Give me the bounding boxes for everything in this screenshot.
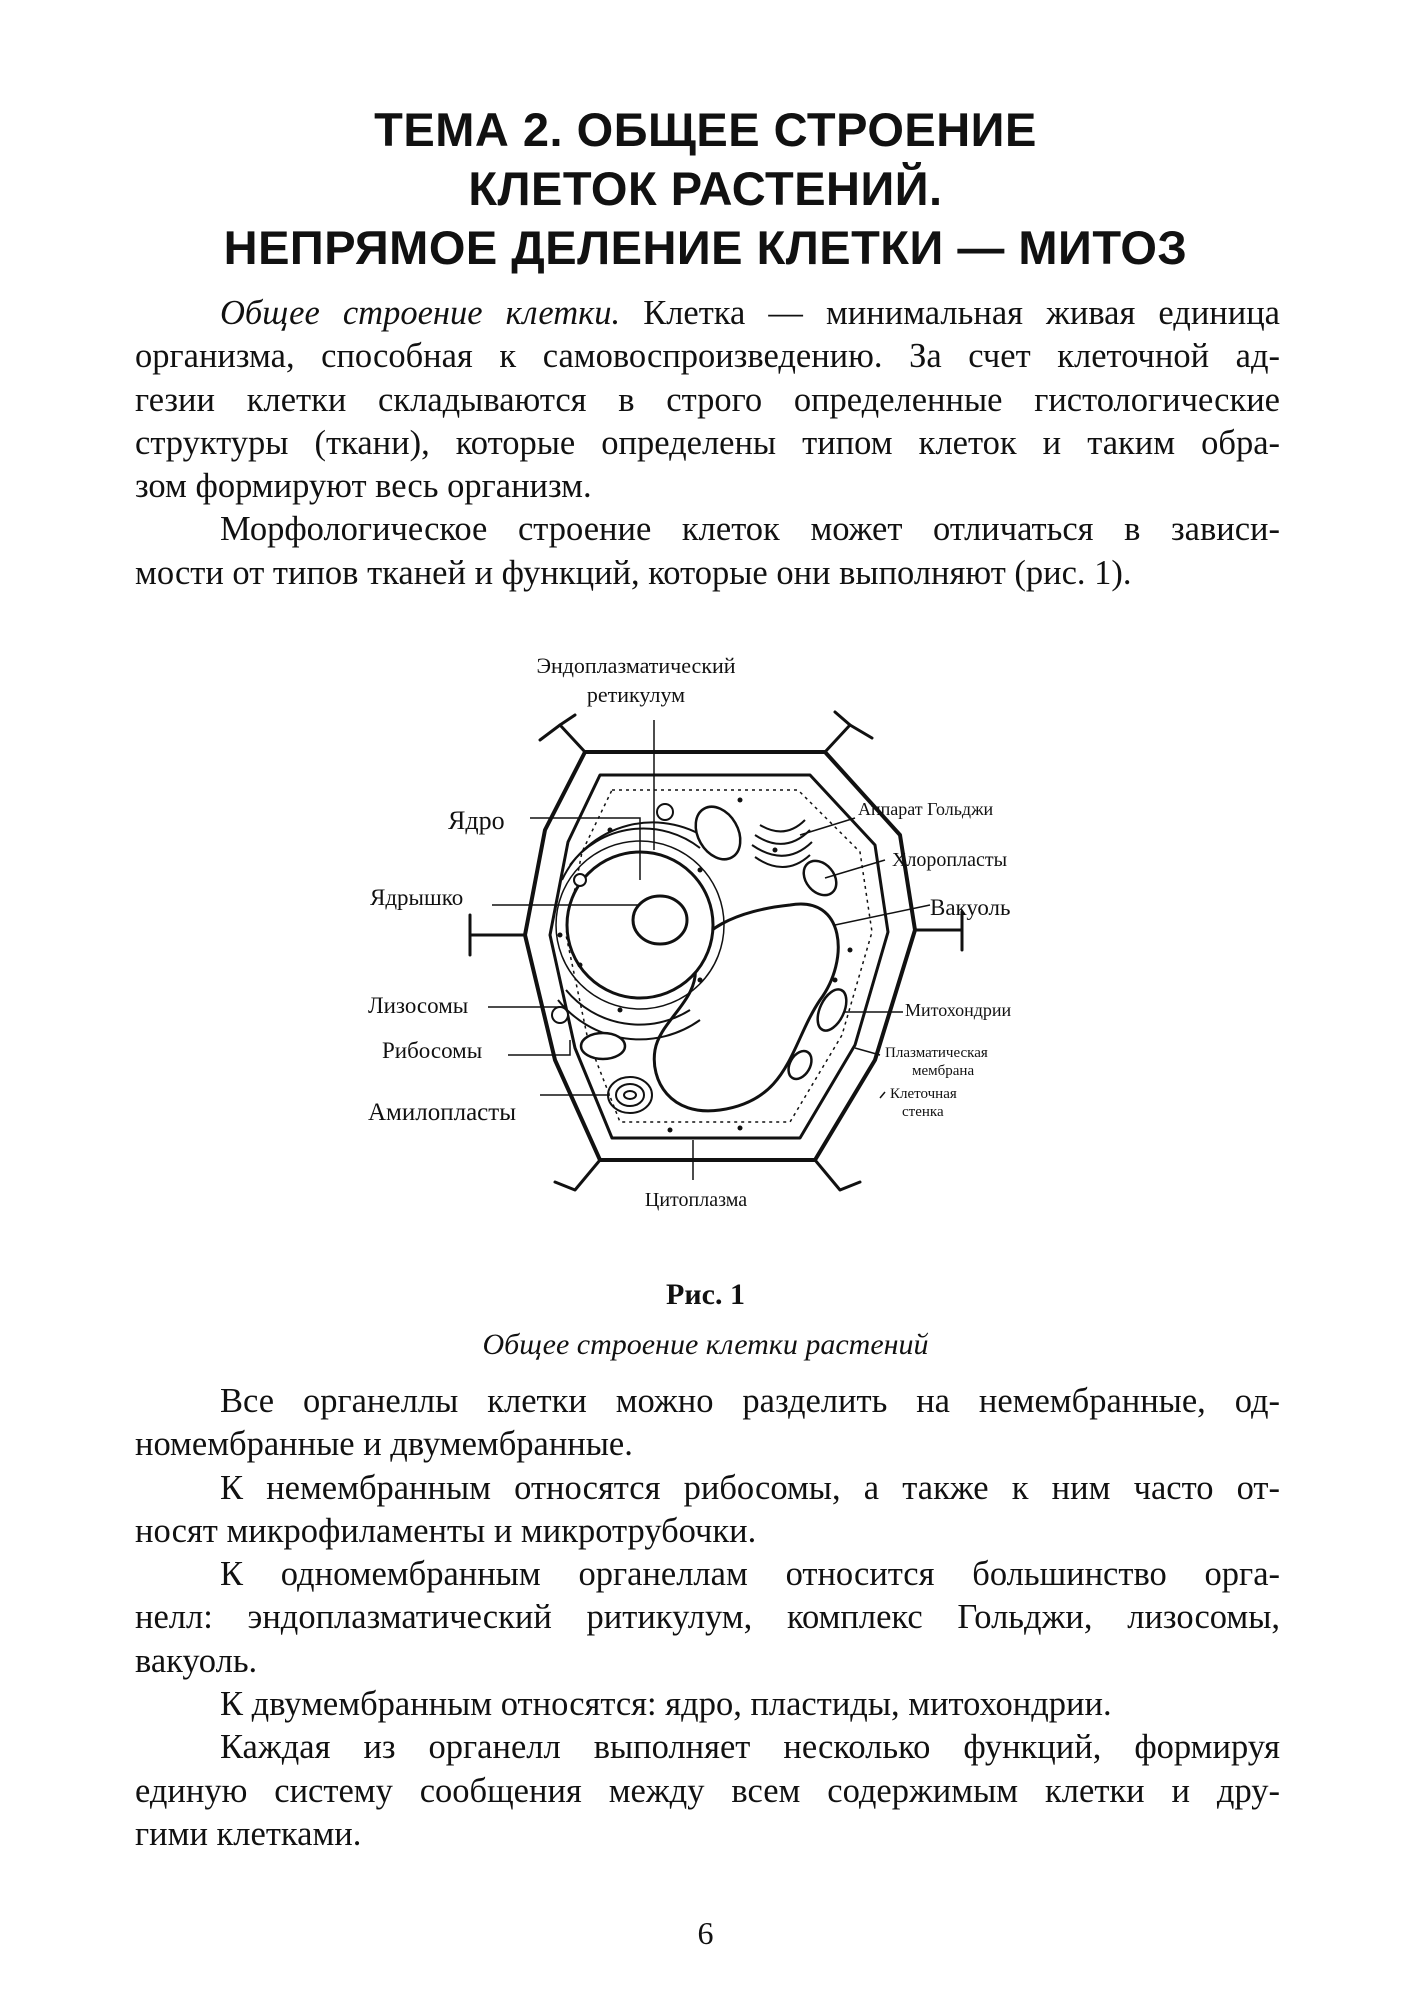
label-nucleolus: Ядрышко (370, 885, 464, 910)
plant-cell-diagram (0, 640, 1411, 1240)
label-cell-wall-line2: стенка (902, 1104, 944, 1120)
label-ribosomes: Рибосомы (382, 1038, 483, 1063)
label-nucleus: Ядро (448, 806, 505, 835)
body-p1-line-2: номембранные и двумембранные. (135, 1425, 633, 1464)
figure-caption-subtitle: Общее строение клетки растений (482, 1328, 929, 1361)
body-p4-line-1: К двумембранным относятся: ядро, пластиды, митохондрии. (220, 1685, 1112, 1724)
intro-line-4: структуры (ткани), которые определены типом клеток и таким обра- (135, 423, 1280, 462)
body-p5-line-1: Каждая из органелл выполняет несколько функций, формируя (220, 1728, 1280, 1767)
body-p3-line-2: нелл: эндоплазматический ритикулум, комплекс Гольджи, лизосомы, (135, 1598, 1280, 1637)
intro-line-2: организма, способная к самовоспроизведению. За счет клеточной ад- (135, 337, 1280, 376)
label-cytoplasm: Цитоплазма (644, 1189, 748, 1211)
intro-p2-line-1: Морфологическое строение клеток может отличаться в зависи- (220, 510, 1280, 549)
golgi-apparatus (752, 820, 812, 867)
title-line-2: КЛЕТОК РАСТЕНИЙ. (468, 162, 943, 215)
page-title (130, 100, 1281, 277)
body-p3-line-3: вакуоль. (135, 1641, 258, 1680)
intro-line-3: гезии клетки складываются в строго определенные гистологические (135, 380, 1280, 419)
label-golgi: Аппарат Гольджи (858, 799, 994, 819)
label-amyloplasts: Амилопласты (368, 1099, 516, 1126)
body-p1-line-1: Все органеллы клетки можно разделить на немембранные, од- (220, 1382, 1280, 1420)
figure-caption-title: Рис. 1 (666, 1278, 745, 1311)
body-text (135, 1380, 1280, 1856)
label-mitochondria: Митохондрии (905, 1000, 1012, 1020)
body-p5-line-3: гими клетками. (135, 1814, 362, 1853)
label-er-line2: ретикулум (586, 682, 686, 707)
body-p2-line-2: носят микрофиламенты и микротрубочки. (135, 1511, 757, 1550)
intro-line-1 (135, 292, 1280, 335)
label-plasma-membrane-line1: Плазматическая (885, 1045, 988, 1061)
intro-text (135, 292, 1280, 595)
intro-line-1-rest: Клетка — минимальная живая единица (620, 294, 1280, 332)
intro-lead-italic: Общее строение клетки. (220, 294, 621, 332)
body-p2-line-1: К немембранным относятся рибосомы, а также к ним часто от- (220, 1468, 1280, 1507)
title-line-3: НЕПРЯМОЕ ДЕЛЕНИЕ КЛЕТКИ — МИТОЗ (223, 221, 1188, 274)
label-lysosomes: Лизосомы (368, 993, 469, 1018)
intro-p2-line-2: мости от типов тканей и функций, которые они выполняют (рис. 1). (135, 553, 1132, 592)
label-cell-wall-line1: Клеточная (890, 1086, 957, 1102)
body-p5-line-2: единую систему сообщения между всем содержимым клетки и дру- (135, 1771, 1280, 1810)
label-plasma-membrane-line2: мембрана (912, 1063, 975, 1079)
nucleolus (633, 896, 687, 944)
label-er-line1: Эндоплазматический (536, 653, 736, 678)
label-chloroplasts: Хлоропласты (892, 849, 1008, 871)
intro-line-5: зом формируют весь организм. (135, 467, 592, 506)
amyloplast (608, 1077, 652, 1113)
body-p3-line-1: К одномембранным органеллам относится большинство орга- (220, 1555, 1280, 1594)
label-vacuole: Вакуоль (930, 895, 1011, 920)
page-number: 6 (697, 1915, 714, 1951)
title-line-1: ТЕМА 2. ОБЩЕЕ СТРОЕНИЕ (374, 103, 1037, 156)
